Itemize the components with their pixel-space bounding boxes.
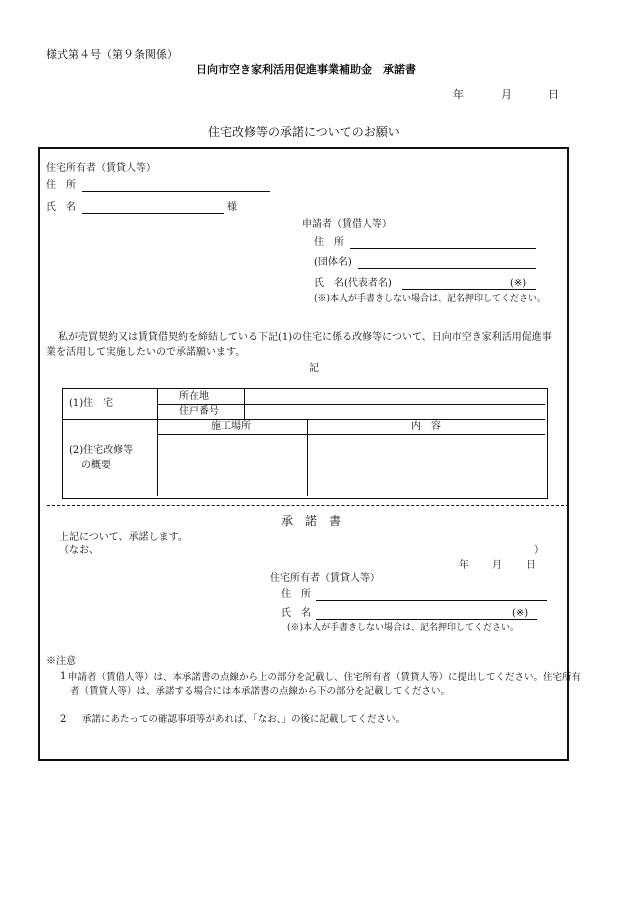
applicant-address-label: 住 所: [314, 237, 344, 248]
consent-address-label: 住 所: [281, 589, 311, 600]
consent-statement: 上記について、承諾します。: [59, 532, 188, 543]
site-field[interactable]: [158, 435, 306, 495]
owner-name-label: 氏 名: [46, 202, 76, 213]
consent-title: 承 諾 書: [281, 514, 342, 528]
header-date-year: 年: [453, 88, 464, 101]
unit-number-field[interactable]: [244, 404, 545, 419]
consent-date-day: 日: [526, 560, 536, 571]
owner-name-field[interactable]: [82, 213, 224, 214]
notes-item1-number: 1: [60, 671, 67, 682]
property-table: [62, 388, 548, 499]
consent-nao-close: ）: [534, 545, 544, 556]
consent-address-field[interactable]: [316, 600, 547, 601]
table-row2-label-line2: の概要: [81, 460, 111, 471]
notes-heading: ※注意: [46, 656, 76, 667]
table-unit-label: 住戸番号: [179, 406, 219, 417]
table-content-header: 内 容: [411, 421, 441, 432]
table-site-header: 施工場所: [211, 421, 251, 432]
content-field[interactable]: [308, 435, 545, 495]
applicant-heading: 申請者（賃借人等）: [302, 219, 392, 230]
consent-date-month: 月: [492, 560, 502, 571]
dashed-divider: [47, 505, 569, 506]
notes-item2-text: 承諾にあたっての確認事項等があれば、「なお、」の後に記載してください。: [82, 714, 406, 725]
applicant-address-field[interactable]: [350, 248, 536, 249]
consent-note: (※)本人が手書きしない場合は、記名押印してください。: [287, 623, 520, 633]
consent-owner-heading: 住宅所有者（賃貸人等）: [270, 573, 380, 584]
notes-item2-number: 2: [60, 714, 67, 725]
table-row2-label-line1: (2)住宅改修等: [69, 445, 134, 456]
consent-seal-mark: (※): [512, 608, 529, 619]
notes-item1-text: 申請者（賃借人等）は、本承諾書の点線から上の部分を記載し、住宅所有者（賃貸人等）に提出してください。住宅所有者（賃貸人等）は、承諾する場合には本承諾書の点線から下の部分を記載してください。: [68, 672, 582, 697]
table-location-label: 所在地: [179, 391, 209, 402]
owner-address-label: 住 所: [46, 180, 76, 191]
header-date-day: 日: [548, 88, 559, 101]
table-row1-label: (1)住 宅: [69, 398, 114, 409]
consent-name-label: 氏 名: [281, 608, 311, 619]
applicant-seal-mark: (※): [510, 278, 527, 289]
consent-date-year: 年: [459, 560, 469, 571]
consent-nao-open: （なお、: [59, 545, 99, 556]
consent-nao-field[interactable]: [110, 545, 530, 557]
table-divider: [63, 419, 545, 420]
applicant-group-field[interactable]: [358, 268, 536, 269]
header-date-month: 月: [501, 88, 512, 101]
document-title: 日向市空き家利活用促進事業補助金 承諾書: [196, 63, 416, 76]
location-field[interactable]: [244, 389, 545, 404]
applicant-note: (※)本人が手書きしない場合は、記名押印してください。: [314, 294, 547, 304]
applicant-group-label: (団体名): [314, 257, 352, 268]
owner-honorific: 様: [227, 202, 237, 213]
form-number: 様式第４号（第９条関係）: [46, 48, 178, 61]
request-body: 私が売買契約又は賃貸借契約を締結している下記(1)の住宅に係る改修等について、日向市空き家利活用促進事業を活用して実施したいので承諾願います。: [46, 332, 552, 358]
owner-heading: 住宅所有者（賃貸人等）: [46, 163, 156, 174]
owner-address-field[interactable]: [82, 191, 270, 192]
consent-name-field[interactable]: [316, 619, 537, 620]
ki-label: 記: [309, 363, 319, 374]
page-subtitle: 住宅改修等の承諾についてのお願い: [208, 125, 400, 139]
applicant-rep-label: 氏 名(代表者名): [314, 278, 392, 289]
